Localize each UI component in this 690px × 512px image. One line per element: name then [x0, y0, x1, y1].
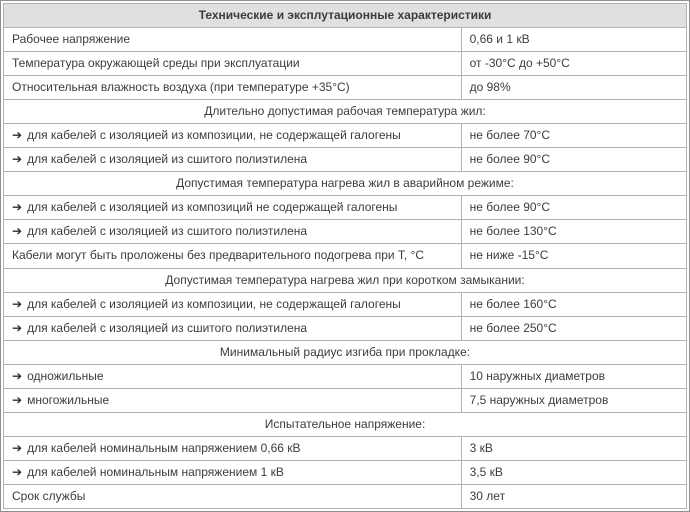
table-row — [4, 124, 687, 148]
row-value: не более 90°С — [461, 148, 686, 172]
arrow-icon: ➔ — [12, 440, 23, 455]
table-row — [4, 244, 687, 268]
row-label: ➔ одножильные — [4, 364, 462, 388]
table-row — [4, 52, 687, 76]
section-row — [4, 172, 687, 196]
table-row — [4, 388, 687, 412]
section-title: Допустимая температура нагрева жил при коротком замыкании: — [4, 268, 687, 292]
row-label: ➔ для кабелей номинальным напряжением 1 кВ — [4, 460, 462, 484]
section-row — [4, 340, 687, 364]
table-body — [4, 4, 687, 509]
row-label: Относительная влажность воздуха (при температуре +35°С) — [4, 76, 462, 100]
section-row — [4, 412, 687, 436]
section-title: Минимальный радиус изгиба при прокладке: — [4, 340, 687, 364]
row-value: не более 250°С — [461, 316, 686, 340]
row-label: ➔ для кабелей с изоляцией из сшитого полиэтилена — [4, 148, 462, 172]
row-value: не ниже -15°С — [461, 244, 686, 268]
row-label: ➔ многожильные — [4, 388, 462, 412]
arrow-icon: ➔ — [12, 296, 23, 311]
arrow-icon: ➔ — [12, 320, 23, 335]
row-value: от -30°С до +50°С — [461, 52, 686, 76]
row-label: Рабочее напряжение — [4, 28, 462, 52]
table-row — [4, 436, 687, 460]
row-label: ➔ для кабелей с изоляцией из сшитого полиэтилена — [4, 220, 462, 244]
section-row — [4, 100, 687, 124]
row-value: 30 лет — [461, 484, 686, 508]
row-value: 3 кВ — [461, 436, 686, 460]
table-row — [4, 220, 687, 244]
arrow-icon: ➔ — [12, 224, 23, 239]
section-title: Длительно допустимая рабочая температура жил: — [4, 100, 687, 124]
row-value: не более 130°С — [461, 220, 686, 244]
spec-table — [3, 3, 687, 509]
row-label: ➔ для кабелей номинальным напряжением 0,66 кВ — [4, 436, 462, 460]
row-label: ➔ для кабелей с изоляцией из композиции, не содержащей галогены — [4, 124, 462, 148]
row-label: ➔ для кабелей с изоляцией из композиции, не содержащей галогены — [4, 292, 462, 316]
table-title: Технические и эксплутационные характеристики — [4, 4, 687, 28]
row-label: ➔ для кабелей с изоляцией из сшитого полиэтилена — [4, 316, 462, 340]
table-row — [4, 292, 687, 316]
row-value: 0,66 и 1 кВ — [461, 28, 686, 52]
row-label: Температура окружающей среды при эксплуатации — [4, 52, 462, 76]
section-title: Допустимая температура нагрева жил в аварийном режиме: — [4, 172, 687, 196]
row-value: не более 90°С — [461, 196, 686, 220]
row-value: 10 наружных диаметров — [461, 364, 686, 388]
table-row — [4, 76, 687, 100]
section-title: Испытательное напряжение: — [4, 412, 687, 436]
row-value: 3,5 кВ — [461, 460, 686, 484]
table-row — [4, 196, 687, 220]
arrow-icon: ➔ — [12, 152, 23, 167]
row-value: не более 160°С — [461, 292, 686, 316]
arrow-icon: ➔ — [12, 368, 23, 383]
section-row — [4, 268, 687, 292]
row-label: ➔ для кабелей с изоляцией из композиций не содержащей галогены — [4, 196, 462, 220]
arrow-icon: ➔ — [12, 200, 23, 215]
row-value: 7,5 наружных диаметров — [461, 388, 686, 412]
arrow-icon: ➔ — [12, 464, 23, 479]
row-value: не более 70°С — [461, 124, 686, 148]
table-title-row — [4, 4, 687, 28]
table-row — [4, 484, 687, 508]
table-row — [4, 460, 687, 484]
table-row — [4, 364, 687, 388]
table-row — [4, 316, 687, 340]
arrow-icon: ➔ — [12, 128, 23, 143]
table-row — [4, 148, 687, 172]
row-label: Срок службы — [4, 484, 462, 508]
row-label: Кабели могут быть проложены без предварительного подогрева при Т, °С — [4, 244, 462, 268]
row-value: до 98% — [461, 76, 686, 100]
arrow-icon: ➔ — [12, 392, 23, 407]
table-row — [4, 28, 687, 52]
